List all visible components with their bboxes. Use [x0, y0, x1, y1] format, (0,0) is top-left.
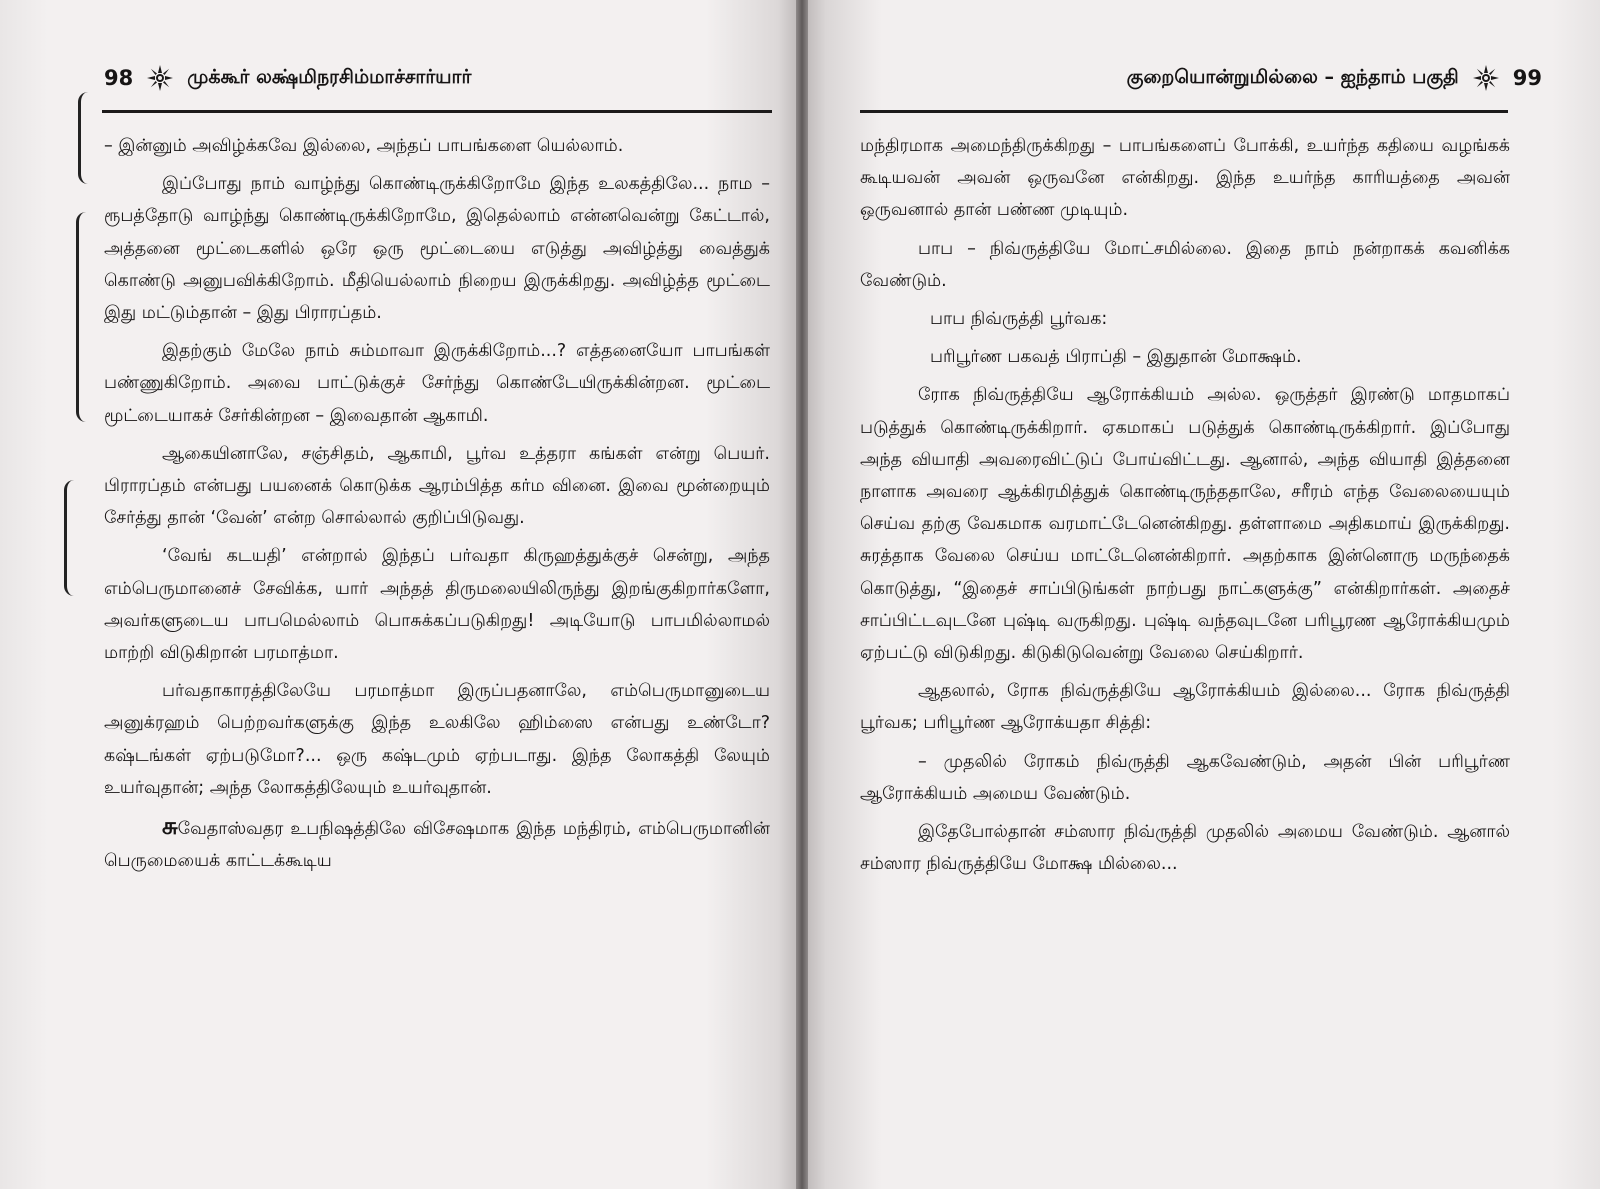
paragraph: ரோக நிவ்ருத்தியே ஆரோக்கியம் அல்ல. ஒருத்தர் இரண்டு மாதமாகப் படுத்துக் கொண்டிருக்கிறார். ஏகமாகப் படுத்துக் கொண்டிருக்கிறார். இப்போது அந்த வியாதி அவரைவிட்டுப் போய்விட்டது. ஆனால், அந்த வியாதி இத்தனை நாளாக அவரை ஆக்கிரமித்துக் கொண்டிருந்ததாலே, சரீரம் எந்த வேலையையும் செய்வ தற்கு வேகமாக வரமாட்டேனென்கிறது. தள்ளாமை அதிகமாய் இருக்கிறது. சுரத்தாக வேலை செய்ய மாட்டேனென்கிறார். அதற்காக இன்னொரு மருந்தைக் கொடுத்து, “இதைச் சாப்பிடுங்கள் நாற்பது நாட்களுக்கு” என்கிறார்கள். அதைச் சாப்பிட்டவுடனே புஷ்டி வருகிறது. புஷ்டி வந்தவுடனே பரிபூரண ஆரோக்கியமும் ஏற்பட்டு விடுகிறது. கிடுகிடுவென்று வேலை செய்கிறார்.	[860, 385, 1510, 664]
paragraph-with-dropcap	[104, 810, 770, 877]
left-body-text	[104, 130, 770, 883]
paragraph: பாப – நிவ்ருத்தியே மோட்சமில்லை. இதை நாம் நன்றாகக் கவனிக்க வேண்டும்.	[860, 238, 1510, 291]
paragraph: பர்வதாகாரத்திலேயே பரமாத்மா இருப்பதனாலே, எம்பெருமானுடைய அனுக்ரஹம் பெற்றவர்களுக்கு இந்த உலகிலே ஹிம்ஸை என்பது உண்டோ? கஷ்டங்கள் ஏற்படுமோ?... ஒரு கஷ்டமும் ஏற்படாது. இந்த லோகத்தி லேயும் உயர்வுதான்; அந்த லோகத்திலேயும் உயர்வுதான்.	[104, 681, 770, 798]
left-header-rule	[102, 110, 772, 113]
left-page-number: 98	[104, 66, 134, 90]
right-page-number: 99	[1512, 66, 1542, 90]
verse-line: பரிபூர்ண பகவத் பிராப்தி – இதுதான் மோக்ஷம்.	[930, 347, 1302, 368]
right-body-text	[860, 130, 1510, 886]
right-running-title: குறையொன்றுமில்லை – ஐந்தாம் பகுதி	[1126, 65, 1459, 88]
paragraph: – முதலில் ரோகம் நிவ்ருத்தி ஆகவேண்டும், அதன் பின் பரிபூர்ண ஆரோக்கியம் அமைய வேண்டும்.	[860, 751, 1510, 804]
margin-bracket-mark	[76, 212, 89, 422]
paragraph: இதற்கும் மேலே நாம் சும்மாவா இருக்கிறோம்...? எத்தனையோ பாபங்கள் பண்ணுகிறோம். அவை பாட்டுக்குச் சேர்ந்து கொண்டேயிருக்கின்றன. மூட்டை மூட்டையாகச் சேர்கின்றன – இவைதான் ஆகாமி.	[104, 341, 770, 426]
paragraph: ஆகையினாலே, சஞ்சிதம், ஆகாமி, பூர்வ உத்தரா கங்கள் என்று பெயர். பிராரப்தம் என்பது பயனைக் கொடுக்க ஆரம்பித்த கர்ம வினை. இவை மூன்றையும் சேர்த்து தான் ‘வேன்’ என்ற சொல்லால் குறிப்பிடுவது.	[104, 443, 770, 529]
paragraph: ‘வேங் கடயதி’ என்றால் இந்தப் பர்வதா கிருஹத்துக்குச் சென்று, அந்த எம்பெருமானைச் சேவிக்க, யார் அந்தத் திருமலையிலிருந்து இறங்குகிறார்களோ, அவர்களுடைய பாபமெல்லாம் பொசுக்கப்படுகிறது! அடியோடு பாபமில்லாமல் மாற்றி விடுகிறான் பரமாத்மா.	[104, 546, 770, 664]
paragraph-text: வேதாஸ்வதர உபநிஷத்திலே விசேஷமாக இந்த மந்திரம், எம்பெருமானின் பெருமையைக் காட்டக்கூடிய	[104, 819, 770, 872]
right-header	[1127, 58, 1542, 98]
left-header	[104, 58, 471, 98]
right-header-rule	[860, 110, 1508, 113]
paragraph: இதேபோல்தான் சம்ஸார நிவ்ருத்தி முதலில் அமைய வேண்டும். ஆனால் சம்ஸார நிவ்ருத்தியே மோக்ஷ மில்லை...	[860, 822, 1510, 875]
book-gutter	[796, 0, 808, 1189]
flower-ornament-icon	[147, 65, 173, 91]
margin-bracket-mark	[78, 92, 91, 184]
flower-ornament-icon	[1473, 65, 1499, 91]
margin-bracket-mark	[64, 480, 77, 596]
right-page	[802, 0, 1600, 1189]
paragraph: ஆதலால், ரோக நிவ்ருத்தியே ஆரோக்கியம் இல்லை... ரோக நிவ்ருத்தி பூர்வக; பரிபூர்ண ஆரோக்யதா சித்தி:	[860, 681, 1510, 734]
verse-line: பாப நிவ்ருத்தி பூர்வக:	[930, 309, 1108, 330]
paragraph: – இன்னும் அவிழ்க்கவே இல்லை, அந்தப் பாபங்களை யெல்லாம்.	[104, 136, 624, 156]
paragraph: மந்திரமாக அமைந்திருக்கிறது – பாபங்களைப் போக்கி, உயர்ந்த கதியை வழங்கக் கூடியவன் அவன் ஒருவனே என்கிறது. இந்த உயர்ந்த காரியத்தை அவன் ஒருவனால் தான் பண்ண முடியும்.	[860, 136, 1510, 221]
dropcap: சு	[162, 812, 178, 841]
left-running-title: முக்கூர் லக்ஷ்மிநரசிம்மாச்சார்யார்	[187, 65, 472, 88]
paragraph: இப்போது நாம் வாழ்ந்து கொண்டிருக்கிறோமே இந்த உலகத்திலே... நாம – ரூபத்தோடு வாழ்ந்து கொண்டிருக்கிறோமே, இதெல்லாம் என்னவென்று கேட்டால், அத்தனை மூட்டைகளில் ஒரே ஒரு மூட்டையை எடுத்து அவிழ்த்து வைத்துக் கொண்டு அனுபவிக்கிறோம். மீதியெல்லாம் நிறைய இருக்கிறது. அவிழ்த்த மூட்டை இது மட்டும்தான் – இது பிராரப்தம்.	[104, 174, 770, 324]
